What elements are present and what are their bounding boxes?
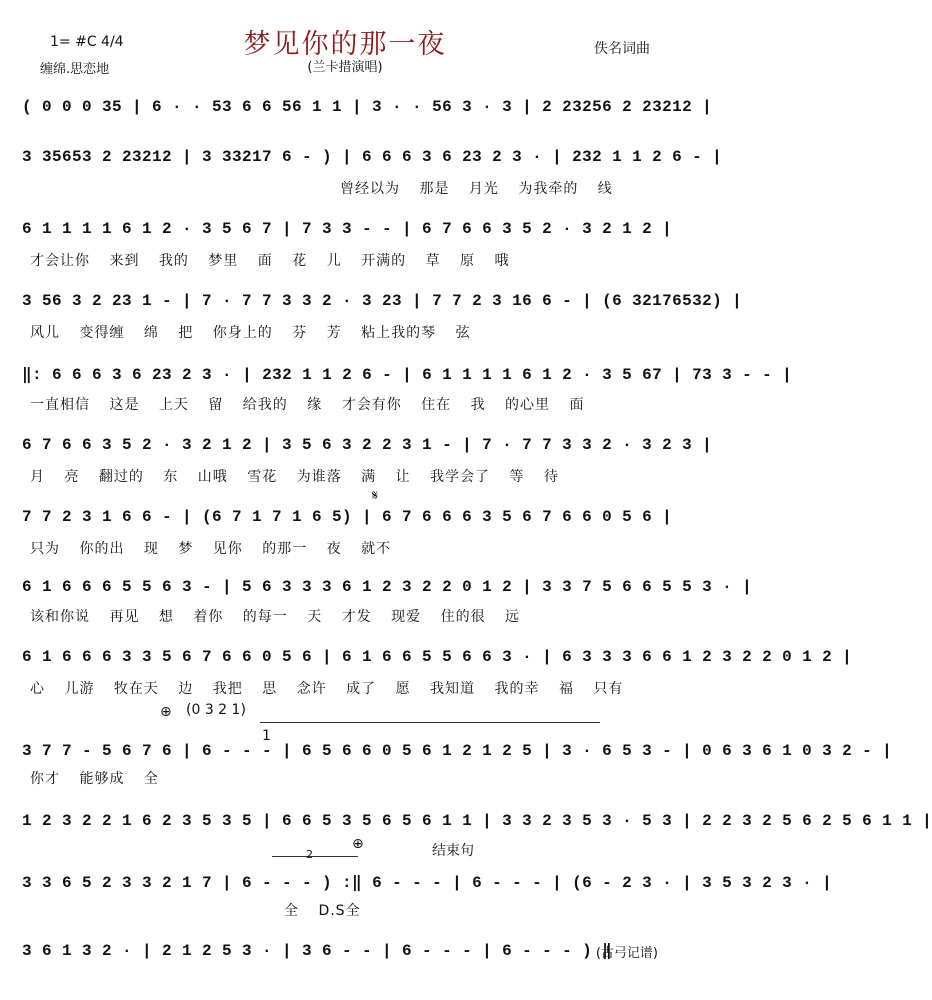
notation-row: 3 7 7 - 5 6 7 6 | 6 - - - | 6 5 6 6 0 5 6 1 2 1 2 5 | 3 · 6 5 3 - | 0 6 3 6 1 0 3 2 - | bbox=[22, 742, 893, 760]
notation-row: 3 56 3 2 23 1 - | 7 · 7 7 3 3 2 · 3 23 | 7 7 2 3 16 6 - | (6 32176532) | bbox=[22, 292, 743, 310]
lyric-row: 风儿 变得缠 绵 把 你身上的 芬 芳 粘上我的琴 弦 bbox=[30, 325, 471, 341]
segno-sign: 𝄋 bbox=[372, 488, 379, 504]
composer-credit: 佚名词曲 bbox=[594, 41, 650, 57]
notation-row: 1 2 3 2 2 1 6 2 3 5 3 5 | 6 6 5 3 5 6 5 6 1 1 | 3 3 2 3 5 3 · 5 3 | 2 2 3 2 5 6 2 5 6 1 1 | bbox=[22, 812, 932, 830]
ending-phrase-label: 结束句 bbox=[432, 843, 474, 859]
notation-row: 6 1 1 1 1 6 1 2 · 3 5 6 7 | 7 3 3 - - | 6 7 6 6 3 5 2 · 3 2 1 2 | bbox=[22, 220, 673, 238]
notation-row: ( 0 0 0 35 | 6 · · 53 6 6 56 1 1 | 3 · · 56 3 · 3 | 2 23256 2 23212 | bbox=[22, 98, 713, 116]
notation-row: 6 7 6 6 3 5 2 · 3 2 1 2 | 3 5 6 3 2 2 3 1 - | 7 · 7 7 3 3 2 · 3 2 3 | bbox=[22, 436, 713, 454]
notation-row: 3 3 6 5 2 3 3 2 1 7 | 6 - - - ) :‖ 6 - - - | 6 - - - | (6 - 2 3 · | 3 5 3 2 3 · | bbox=[22, 874, 833, 892]
transcriber-credit: (古弓记谱) bbox=[595, 946, 658, 961]
notation-row: ‖: 6 6 6 3 6 23 2 3 · | 232 1 1 2 6 - | 6 1 1 1 1 6 1 2 · 3 5 67 | 73 3 - - | bbox=[22, 366, 793, 384]
notation-row: 7 7 2 3 1 6 6 - | (6 7 1 7 1 6 5) | 6 7 6 6 6 3 5 6 7 6 6 0 5 6 | bbox=[22, 508, 673, 526]
lyric-row: 才会让你 来到 我的 梦里 面 花 儿 开满的 草 原 哦 bbox=[30, 253, 510, 269]
song-title: 梦见你的那一夜 bbox=[243, 29, 447, 60]
coda-sign: ⊕ bbox=[352, 836, 364, 852]
lyric-row: 曾经以为 那是 月光 为我牵的 线 bbox=[340, 181, 613, 197]
lyric-row: 该和你说 再见 想 着你 的每一 天 才发 现爱 住的很 远 bbox=[30, 609, 521, 625]
second-ending-bracket bbox=[272, 856, 358, 857]
second-ending-number: 2 bbox=[306, 848, 313, 861]
lyric-row: 只为 你的出 现 梦 见你 的那一 夜 就不 bbox=[30, 541, 392, 557]
coda-phrase: (0 3 2 1) bbox=[186, 702, 246, 718]
lyric-row: 你才 能够成 全 bbox=[30, 771, 159, 787]
key-signature: 1= #C 4/4 bbox=[50, 34, 124, 50]
notation-row: 3 6 1 3 2 · | 2 1 2 5 3 · | 3 6 - - | 6 - - - | 6 - - - ) ‖ bbox=[22, 942, 613, 960]
ending-bracket bbox=[260, 722, 600, 723]
notation-row: 6 1 6 6 6 3 3 5 6 7 6 6 0 5 6 | 6 1 6 6 5 5 6 6 3 · | 6 3 3 3 6 6 1 2 3 2 2 0 1 2 | bbox=[22, 648, 853, 666]
notation-row: 3 35653 2 23212 | 3 33217 6 - ) | 6 6 6 3 6 23 2 3 · | 232 1 1 2 6 - | bbox=[22, 148, 723, 166]
expression-marking: 缠绵.思恋地 bbox=[40, 62, 110, 77]
notation-row: 6 1 6 6 6 5 5 6 3 - | 5 6 3 3 3 6 1 2 3 2 2 0 1 2 | 3 3 7 5 6 6 5 5 3 · | bbox=[22, 578, 753, 596]
performer-note: (兰卡措演唱) bbox=[307, 60, 383, 75]
first-ending-number: 1 bbox=[262, 728, 271, 744]
lyric-row: 月 亮 翻过的 东 山哦 雪花 为谁落 满 让 我学会了 等 待 bbox=[30, 469, 559, 485]
lyric-row: 全 D.S全 bbox=[284, 903, 361, 919]
lyric-row: 一直相信 这是 上天 留 给我的 缘 才会有你 住在 我 的心里 面 bbox=[30, 397, 585, 413]
coda-sign: ⊕ bbox=[160, 704, 172, 720]
lyric-row: 心 儿游 牧在天 边 我把 思 念许 成了 愿 我知道 我的幸 福 只有 bbox=[30, 681, 624, 697]
